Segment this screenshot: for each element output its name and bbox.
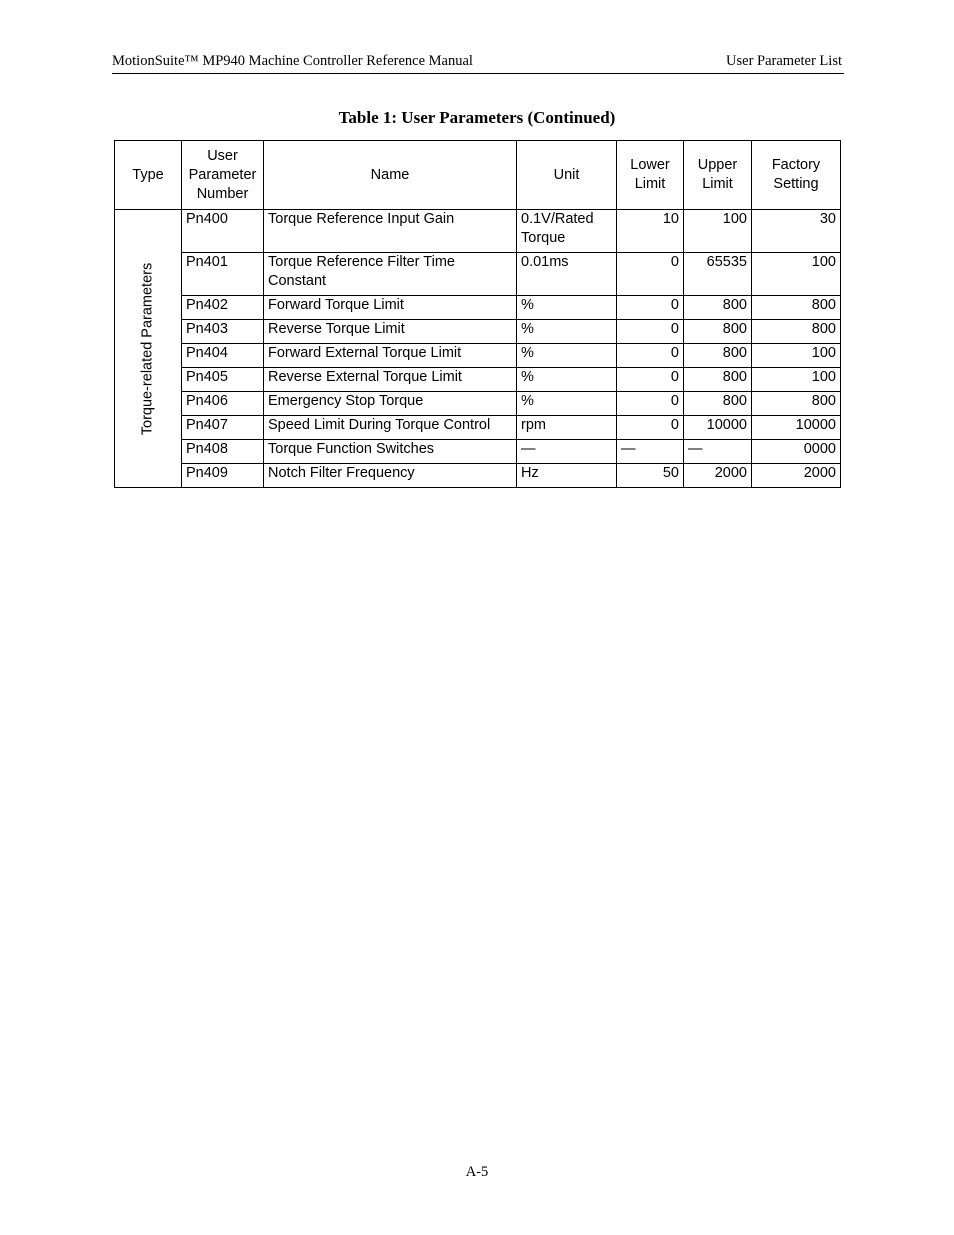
param-number: Pn404 xyxy=(182,344,264,368)
page-header xyxy=(112,53,844,74)
table-header-row xyxy=(115,141,841,210)
col-header-upper xyxy=(684,141,752,210)
param-upper: 800 xyxy=(684,392,752,416)
param-number: Pn409 xyxy=(182,464,264,488)
param-number: Pn408 xyxy=(182,440,264,464)
table-row xyxy=(115,464,841,488)
col-header-number-line3: Number xyxy=(196,185,249,202)
param-factory: 800 xyxy=(752,392,841,416)
section-title: User Parameter List xyxy=(726,53,842,69)
table-row xyxy=(115,320,841,344)
param-upper: 10000 xyxy=(684,416,752,440)
param-upper: 800 xyxy=(684,296,752,320)
param-number: Pn401 xyxy=(182,253,264,296)
param-number: Pn407 xyxy=(182,416,264,440)
param-lower: 0 xyxy=(617,253,684,296)
param-unit: 0.1V/Rated Torque xyxy=(517,210,617,253)
col-header-number-line1: User xyxy=(207,147,238,164)
param-number: Pn400 xyxy=(182,210,264,253)
param-name: Forward External Torque Limit xyxy=(264,344,517,368)
param-factory: 30 xyxy=(752,210,841,253)
table-row xyxy=(115,368,841,392)
param-name: Torque Reference Input Gain xyxy=(264,210,517,253)
param-factory: 0000 xyxy=(752,440,841,464)
col-header-name: Name xyxy=(264,141,517,210)
param-lower: 0 xyxy=(617,368,684,392)
param-name: Torque Reference Filter Time Constant xyxy=(264,253,517,296)
param-upper: 800 xyxy=(684,344,752,368)
param-lower: 10 xyxy=(617,210,684,253)
col-header-number xyxy=(182,141,264,210)
param-upper: — xyxy=(684,440,752,464)
type-label: Torque-related Parameters xyxy=(139,262,156,435)
col-header-unit: Unit xyxy=(517,141,617,210)
table-row xyxy=(115,253,841,296)
param-unit: rpm xyxy=(517,416,617,440)
col-header-factory-line1: Factory xyxy=(771,157,821,173)
param-unit: % xyxy=(517,344,617,368)
param-lower: 0 xyxy=(617,416,684,440)
col-header-type: Type xyxy=(115,141,182,210)
param-unit: — xyxy=(517,440,617,464)
param-upper: 2000 xyxy=(684,464,752,488)
param-unit: % xyxy=(517,368,617,392)
table-row xyxy=(115,296,841,320)
param-name: Torque Function Switches xyxy=(264,440,517,464)
param-upper: 800 xyxy=(684,320,752,344)
param-factory: 10000 xyxy=(752,416,841,440)
param-lower: 50 xyxy=(617,464,684,488)
col-header-lower xyxy=(617,141,684,210)
param-unit: % xyxy=(517,320,617,344)
param-factory: 100 xyxy=(752,253,841,296)
param-unit: 0.01ms xyxy=(517,253,617,296)
param-name: Reverse External Torque Limit xyxy=(264,368,517,392)
param-factory: 100 xyxy=(752,368,841,392)
param-factory: 800 xyxy=(752,296,841,320)
param-upper: 100 xyxy=(684,210,752,253)
col-header-lower-line1: Lower xyxy=(630,157,670,173)
param-unit: % xyxy=(517,392,617,416)
col-header-factory xyxy=(752,141,841,210)
param-lower: — xyxy=(617,440,684,464)
param-factory: 2000 xyxy=(752,464,841,488)
col-header-upper-line2: Limit xyxy=(702,176,733,192)
param-unit: % xyxy=(517,296,617,320)
param-upper: 65535 xyxy=(684,253,752,296)
param-factory: 100 xyxy=(752,344,841,368)
col-header-lower-line2: Limit xyxy=(634,176,666,192)
col-header-number-line2: Parameter xyxy=(188,166,257,183)
param-lower: 0 xyxy=(617,296,684,320)
param-lower: 0 xyxy=(617,344,684,368)
param-number: Pn406 xyxy=(182,392,264,416)
col-header-upper-line1: Upper xyxy=(697,157,738,173)
table-title: Table 1: User Parameters (Continued) xyxy=(338,108,616,127)
param-name: Forward Torque Limit xyxy=(264,296,517,320)
type-cell xyxy=(115,210,182,488)
table-row xyxy=(115,210,841,253)
param-lower: 0 xyxy=(617,392,684,416)
param-lower: 0 xyxy=(617,320,684,344)
param-name: Notch Filter Frequency xyxy=(264,464,517,488)
user-parameters-table xyxy=(114,140,841,488)
table-row xyxy=(115,392,841,416)
param-upper: 800 xyxy=(684,368,752,392)
param-factory: 800 xyxy=(752,320,841,344)
table-row xyxy=(115,440,841,464)
param-name: Emergency Stop Torque xyxy=(264,392,517,416)
param-name: Speed Limit During Torque Control xyxy=(264,416,517,440)
manual-title: MotionSuite™ MP940 Machine Controller Reference Manual xyxy=(112,53,473,69)
param-number: Pn405 xyxy=(182,368,264,392)
table-row xyxy=(115,416,841,440)
param-number: Pn402 xyxy=(182,296,264,320)
table-row xyxy=(115,344,841,368)
page-number: A-5 xyxy=(465,1164,489,1180)
param-number: Pn403 xyxy=(182,320,264,344)
param-unit: Hz xyxy=(517,464,617,488)
col-header-factory-line2: Setting xyxy=(773,176,819,192)
param-name: Reverse Torque Limit xyxy=(264,320,517,344)
